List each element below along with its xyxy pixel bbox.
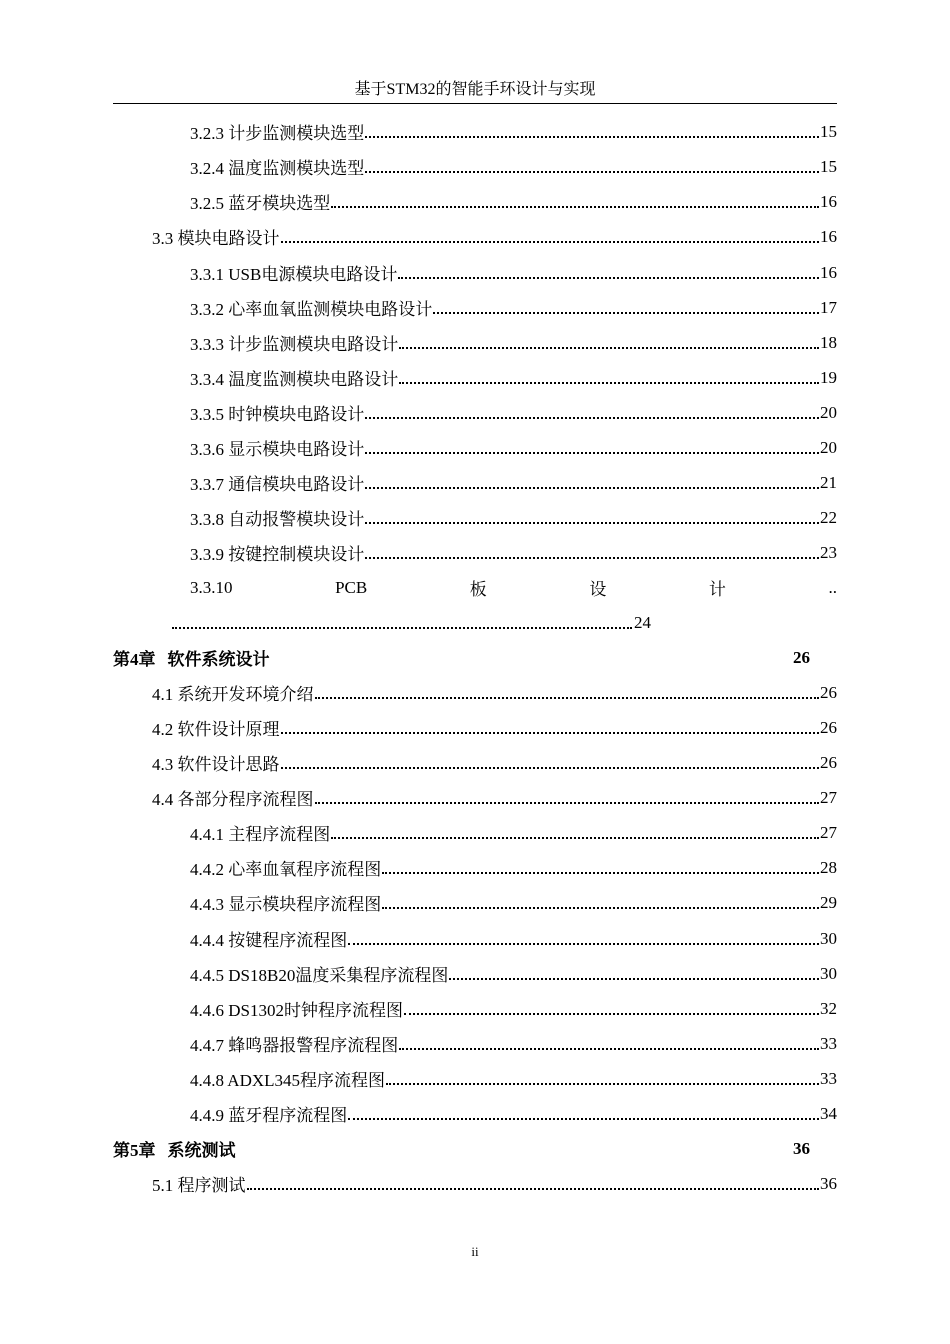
chapter-title: 系统测试 [167, 1141, 236, 1160]
toc-entry-word: 计 [708, 580, 726, 599]
toc-entry-page: 26 [820, 752, 837, 772]
chapter-title: 软件系统设计 [167, 650, 270, 669]
toc-entry-word: PCB [335, 577, 368, 597]
toc-entry[interactable] [190, 1096, 837, 1131]
toc-section-entry[interactable] [152, 780, 837, 815]
toc-leader-dots [331, 205, 819, 208]
toc-entry-page: 30 [820, 963, 837, 983]
toc-entry[interactable] [190, 921, 837, 956]
toc-leader-dots [281, 731, 820, 734]
toc-leader-dots [404, 1012, 819, 1015]
toc-section-entry[interactable] [152, 675, 837, 710]
toc-entry-word: 板 [469, 580, 487, 599]
toc-entry[interactable] [190, 395, 837, 430]
toc-entry-title: 4.4 各部分程序流程图 [152, 790, 314, 809]
toc-leader-dots [365, 416, 819, 419]
toc-entry-page: 26 [820, 682, 837, 702]
toc-leader-dots [365, 521, 819, 524]
toc-entry-page: 17 [820, 297, 837, 317]
toc-entry[interactable] [190, 1061, 837, 1096]
toc-leader-dots [365, 170, 819, 173]
toc-entry-page: 24 [634, 612, 651, 632]
toc-chapter-entry[interactable] [113, 640, 837, 675]
toc-entry-page: 16 [820, 191, 837, 211]
toc-entry[interactable] [190, 114, 837, 149]
running-header: 基于STM32的智能手环设计与实现 [354, 81, 596, 98]
toc-entry-page: 36 [820, 1173, 837, 1193]
toc-leader-dots [281, 766, 820, 769]
toc-leader-dots [449, 977, 819, 980]
toc-entry-title: 3.3.6 显示模块电路设计 [190, 440, 365, 459]
toc-entry-page: 27 [820, 787, 837, 807]
toc-entry-page: 26 [820, 717, 837, 737]
toc-entry-title: 4.4.4 按键程序流程图 [190, 931, 348, 950]
toc-entry[interactable] [190, 1026, 837, 1061]
toc-entry[interactable] [190, 184, 837, 219]
toc-entry-pcb[interactable] [190, 570, 837, 605]
toc-entry-page: 16 [820, 226, 837, 246]
toc-entry-title: 4.4.2 心率血氧程序流程图 [190, 860, 382, 879]
toc-leader-dots [365, 556, 819, 559]
toc-entry-title: 4.4.1 主程序流程图 [190, 825, 331, 844]
toc-entry-page: 29 [820, 892, 837, 912]
toc-entry-title: 4.2 软件设计原理 [152, 720, 280, 739]
toc-trailing-dots: .. [828, 577, 837, 597]
toc-section-entry[interactable] [152, 219, 837, 254]
toc-entry-page: 28 [820, 857, 837, 877]
toc-entry-title: 3.3.1 USB电源模块电路设计 [190, 265, 398, 284]
toc-leader-dots [348, 1117, 819, 1120]
toc-entry[interactable] [190, 430, 837, 465]
toc-entry-page: 30 [820, 928, 837, 948]
toc-entry-page: 18 [820, 332, 837, 352]
toc-entry-page: 20 [820, 402, 837, 422]
toc-leader-dots [433, 311, 819, 314]
toc-entry-title: 3.2.3 计步监测模块选型 [190, 124, 365, 143]
toc-entry-page: 33 [820, 1068, 837, 1088]
toc-entry-number: 3.3.10 [190, 577, 233, 597]
toc-entry[interactable] [190, 325, 837, 360]
toc-entry-title: 3.3.3 计步监测模块电路设计 [190, 335, 399, 354]
toc-leader-dots [365, 451, 819, 454]
toc-leader-dots [365, 486, 819, 489]
toc-entry-title: 4.4.6 DS1302时钟程序流程图 [190, 1001, 403, 1020]
toc-entry[interactable] [190, 535, 837, 570]
toc-entry-page: 16 [820, 262, 837, 282]
toc-leader-dots [399, 346, 819, 349]
toc-entry[interactable] [190, 500, 837, 535]
page-number: ii [471, 1244, 479, 1259]
toc-entry-title: 4.4.3 显示模块程序流程图 [190, 895, 382, 914]
toc-entry-title: 3.3.5 时钟模块电路设计 [190, 405, 365, 424]
toc-entry[interactable] [190, 290, 837, 325]
toc-entry-page: 32 [820, 998, 837, 1018]
toc-leader-dots [398, 276, 819, 279]
toc-leader-dots [386, 1082, 819, 1085]
toc-entry-title: 3.2.4 温度监测模块选型 [190, 159, 365, 178]
toc-entry-title: 3.2.5 蓝牙模块选型 [190, 194, 331, 213]
chapter-page: 36 [793, 1138, 810, 1158]
toc-entry-title: 4.4.5 DS18B20温度采集程序流程图 [190, 966, 449, 985]
toc-entry-title: 5.1 程序测试 [152, 1176, 246, 1195]
toc-leader-dots [382, 906, 819, 909]
toc-entry-page: 15 [820, 156, 837, 176]
toc-leader-dots [348, 942, 819, 945]
toc-leader-dots [315, 696, 820, 699]
toc-entry-title: 4.1 系统开发环境介绍 [152, 685, 314, 704]
toc-leader-dots [365, 135, 819, 138]
toc-entry-title: 4.4.7 蜂鸣器报警程序流程图 [190, 1036, 399, 1055]
toc-leader-dots [172, 626, 632, 629]
toc-entry-title: 4.3 软件设计思路 [152, 755, 280, 774]
toc-entry-page: 21 [820, 472, 837, 492]
toc-entry[interactable] [190, 991, 837, 1026]
toc-entry-page: 15 [820, 121, 837, 141]
toc-entry[interactable] [190, 885, 837, 920]
toc-entry-page: 33 [820, 1033, 837, 1053]
chapter-number: 第4章 [113, 650, 156, 669]
toc-leader-dots [315, 801, 820, 804]
toc-entry-page: 23 [820, 542, 837, 562]
toc-section-entry[interactable] [152, 1166, 837, 1201]
toc-entry[interactable] [190, 850, 837, 885]
toc-entry-pcb-continued[interactable] [172, 605, 651, 640]
toc-entry-title: 4.4.8 ADXL345程序流程图 [190, 1071, 386, 1090]
toc-section-entry[interactable] [152, 710, 837, 745]
toc-entry-title: 3.3.2 心率血氧监测模块电路设计 [190, 300, 433, 319]
toc-entry[interactable] [190, 815, 837, 850]
toc-section-entry[interactable] [152, 745, 837, 780]
toc-entry[interactable] [190, 149, 837, 184]
toc-entry-title: 3.3.9 按键控制模块设计 [190, 545, 365, 564]
header-rule [113, 103, 837, 104]
chapter-number: 第5章 [113, 1141, 156, 1160]
toc-entry-title: 3.3.4 温度监测模块电路设计 [190, 370, 399, 389]
toc-entry-title: 4.4.9 蓝牙程序流程图 [190, 1106, 348, 1125]
toc-leader-dots [382, 871, 819, 874]
toc-leader-dots [281, 240, 820, 243]
toc-leader-dots [399, 1047, 819, 1050]
toc-entry[interactable] [190, 956, 837, 991]
toc-entry[interactable] [190, 465, 837, 500]
toc-entry-word: 设 [589, 580, 607, 599]
toc-entry-title: 3.3.8 自动报警模块设计 [190, 510, 365, 529]
toc-leader-dots [331, 836, 819, 839]
toc-entry-page: 27 [820, 822, 837, 842]
toc-entry[interactable] [190, 255, 837, 290]
toc-entry-page: 20 [820, 437, 837, 457]
toc-leader-dots [247, 1187, 820, 1190]
toc-entry-title: 3.3 模块电路设计 [152, 229, 280, 248]
toc-entry[interactable] [190, 360, 837, 395]
toc-leader-dots [399, 381, 819, 384]
toc-chapter-entry[interactable] [113, 1131, 837, 1166]
toc-entry-title: 3.3.7 通信模块电路设计 [190, 475, 365, 494]
toc-entry-page: 22 [820, 507, 837, 527]
toc-entry-page: 34 [820, 1103, 837, 1123]
toc-entry-page: 19 [820, 367, 837, 387]
chapter-page: 26 [793, 647, 810, 667]
